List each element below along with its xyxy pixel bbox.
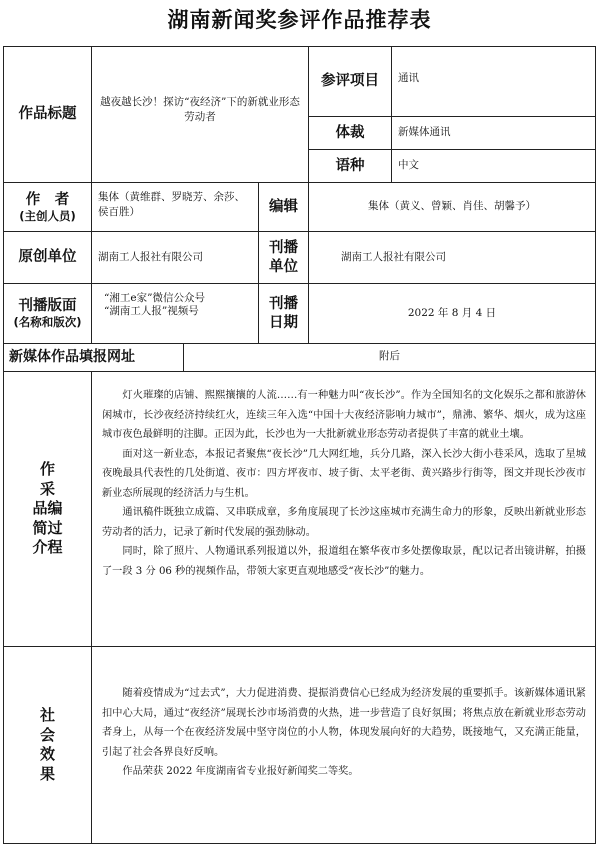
publish-unit-value: 湖南工人报社有限公司 — [341, 250, 446, 263]
effect-text — [102, 684, 586, 782]
editor-label: 编辑 — [269, 198, 298, 215]
url-value: 附后 — [379, 350, 400, 362]
original-unit-value: 湖南工人报社有限公司 — [98, 250, 203, 263]
language-label: 语种 — [335, 157, 365, 174]
page-title: 湖南新闻奖参评作品推荐表 — [167, 8, 432, 32]
category-value: 通讯 — [398, 72, 419, 84]
language-value: 中文 — [398, 159, 419, 172]
intro-paragraph: 同时，除了照片、人物通讯系列报道以外，报道组在繁华夜市多处摆像取景，配以记者出镜讲解，拍摄了一段 3 分 06 秒的视频作品，带领大家更直观地感受“夜长沙”的魅力。 — [102, 546, 586, 577]
effect-label: 社 会 效 果 — [39, 706, 55, 783]
genre-label: 体裁 — [335, 124, 365, 141]
author-label: 作 者 (主创人员) — [19, 191, 76, 223]
publish-page-label: 刊播版面 (名称和版次) — [13, 298, 82, 330]
publish-unit-label: 刊播 单位 — [269, 240, 298, 275]
intro-paragraph: 面对这一新业态，本报记者聚焦“夜长沙”几大网红地，兵分几路，深入长沙大街小巷采风，选取了星城夜晚最具代表性的几处街道、夜市：四方坪夜市、坡子街、太平老街、黄兴路步行街等，图文并现长沙夜市新业态所展现的经济活力与生机。 — [102, 448, 586, 499]
publish-date-label: 刊播 日期 — [269, 296, 298, 331]
intro-paragraph: 灯火璀璨的店铺、熙熙攘攘的人流……有一种魅力叫“夜长沙”。作为全国知名的文化娱乐之都和旅游休闲城市，长沙夜经济持续红火，连续三年入选“中国十大夜经济影响力城市”，鼎沸、繁华、烟火，成为这座城市夜色最鲜明的注脚。正因为此，长沙也为一大批新就业形态劳动者提供了丰富的就业土壤。 — [102, 390, 586, 440]
publish-date-value: 2022 年 8 月 4 日 — [407, 306, 497, 319]
original-unit-label: 原创单位 — [18, 249, 77, 266]
intro-paragraph: 通讯稿件既独立成篇、又串联成章，多角度展现了长沙这座城市充满生命力的形象，反映出新就业形态劳动者的活力，记录了新时代发展的强劲脉动。 — [102, 507, 586, 538]
work-title-value: 越夜越长沙！探访“夜经济”下的新就业形态劳动者 — [100, 96, 300, 124]
url-label: 新媒体作品填报网址 — [9, 348, 135, 365]
author-value: 集体（黄维群、罗晓芳、余莎、侯百胜） — [98, 191, 245, 219]
genre-value: 新媒体通讯 — [398, 126, 451, 139]
work-title-label: 作品标题 — [18, 106, 77, 123]
publish-page-value: “湘工e家”微信公众号 “湖南工人报”视频号 — [104, 292, 205, 318]
intro-text — [102, 386, 586, 581]
intro-label: 作 采 品编 简过 介程 — [32, 460, 63, 557]
editor-value: 集体（黄义、曾颖、肖佳、胡馨予） — [368, 200, 536, 213]
category-label: 参评项目 — [321, 73, 379, 90]
effect-paragraph: 随着疫情成为“过去式”，大力促进消费、提振消费信心已经成为经济发展的重要抓手。该新媒体通讯紧扣中心大局，通过“夜经济”展现长沙市场消费的火热，进一步营造了良好氛围；将焦点放在新就业形态劳动者身上，从每一个在夜经济发展中坚守岗位的小人物，体现发展向好的大趋势，既接地气，又充满正能量，引起了社会各界良好反响。 — [102, 688, 586, 758]
effect-paragraph: 作品荣获 2022 年度湖南省专业报好新闻奖二等奖。 — [122, 766, 359, 777]
